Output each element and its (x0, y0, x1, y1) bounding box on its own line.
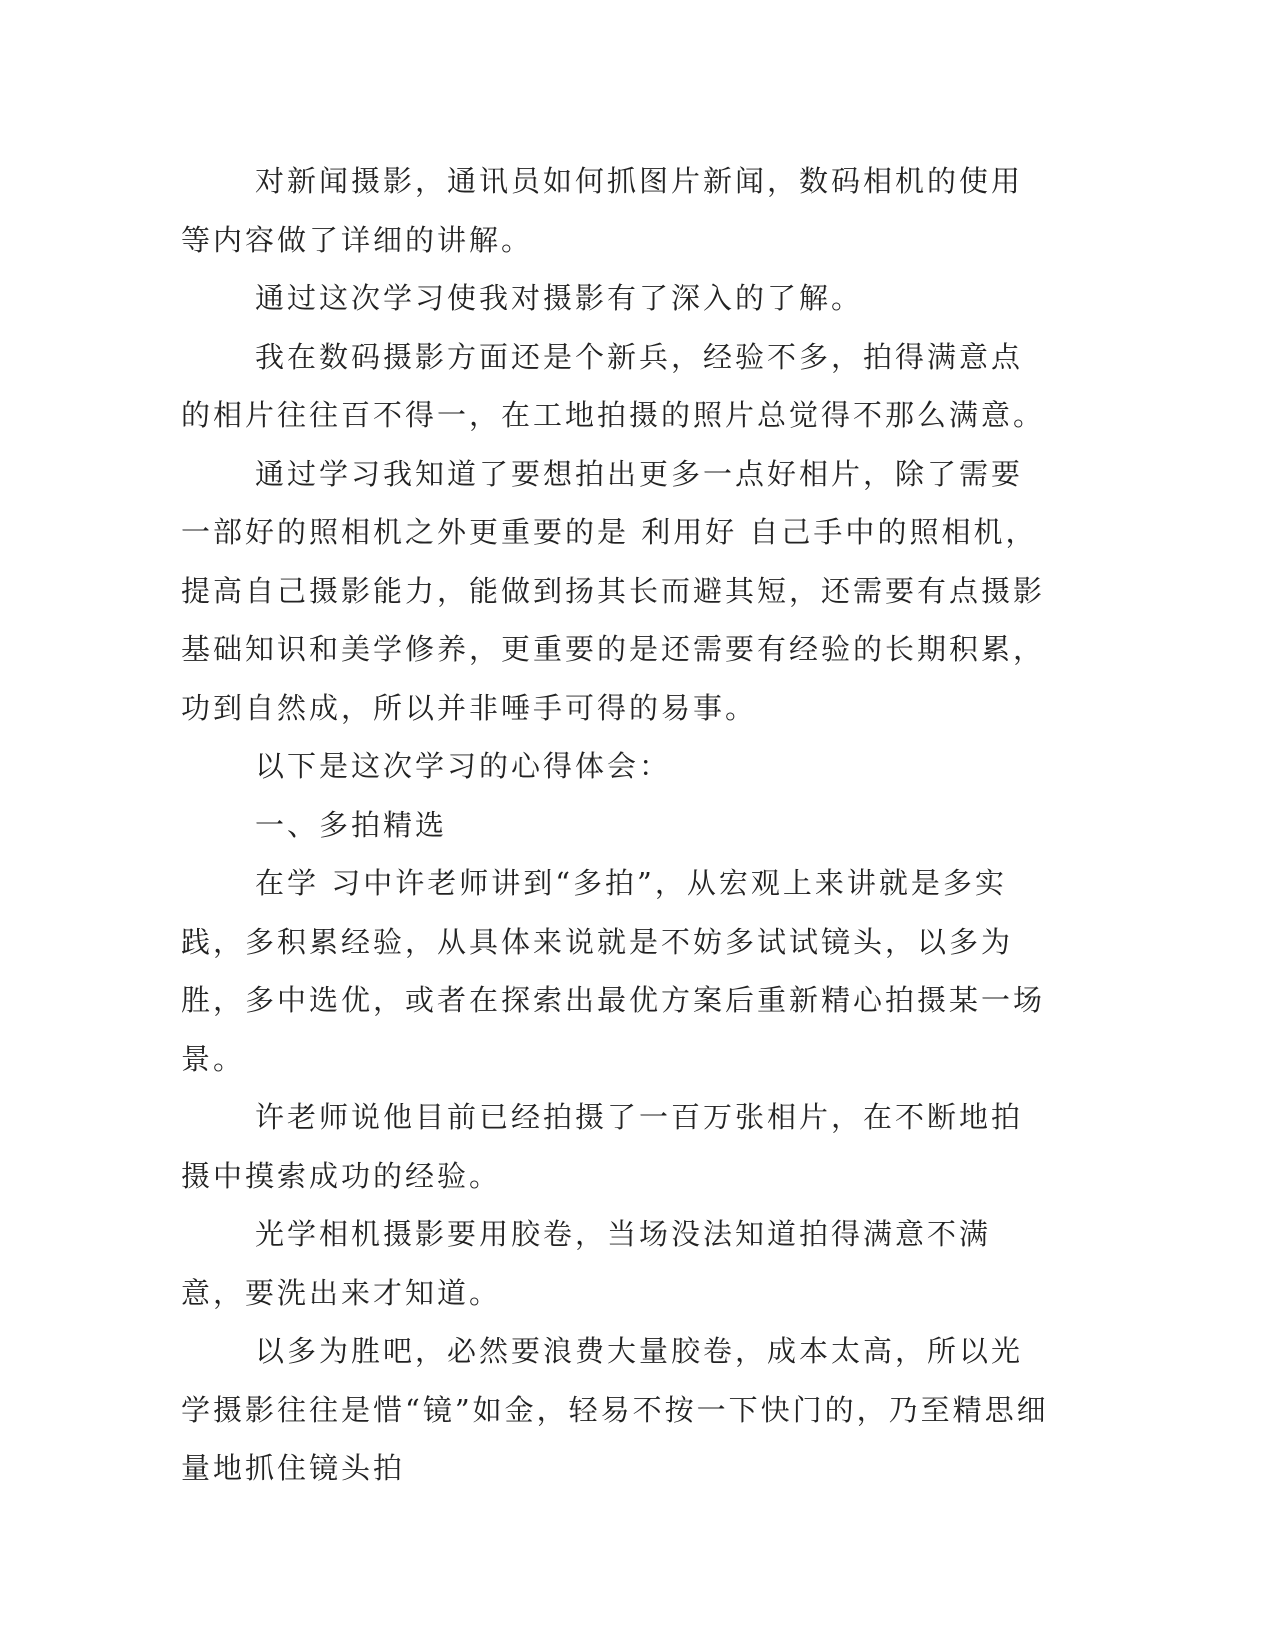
paragraph-learning-understanding: 通过这次学习使我对摄影有了深入的了解。 (255, 281, 864, 315)
paragraph-film-cost: 以多为胜吧，必然要浪费大量胶卷，成本太高，所以光学摄影往往是惜“镜”如金，轻易不按一下快门的，乃至精思细量地抓住镜头拍 (181, 1334, 1049, 1485)
paragraph-use-camera-well: 通过学习我知道了要想拍出更多一点好相片，除了需要一部好的照相机之外更重要的是 利用好 自己手中的照相机，提高自己摄影能力，能做到扬其长而避其短，还需要有点摄影基础知识和美学修养，更重要的是还需要有经验的长期积累，功到自然成，所以并非唾手可得的易事。 (181, 456, 1046, 725)
paragraph-reflections-intro: 以下是这次学习的心得体会： (255, 749, 672, 783)
section-heading-shoot-more: 一、多拍精选 (255, 807, 448, 842)
paragraph-film-camera: 光学相机摄影要用胶卷，当场没法知道拍得满意不满意，要洗出来才知道。 (181, 1217, 992, 1310)
paragraph-new-photographer: 我在数码摄影方面还是个新兵，经验不多，拍得满意点的相片往往百不得一，在工地拍摄的照片总觉得不那么满意。 (181, 339, 1046, 432)
paragraph-million-photos: 许老师说他目前已经拍摄了一百万张相片，在不断地拍摄中摸索成功的经验。 (181, 1100, 1024, 1193)
paragraph-news-photography: 对新闻摄影，通讯员如何抓图片新闻，数码相机的使用等内容做了详细的讲解。 (181, 164, 1024, 257)
document-body (181, 152, 1051, 1498)
paragraph-shoot-more-explained: 在学 习中许老师讲到“多拍”，从宏观上来讲就是多实践，多积累经验，从具体来说就是不妨多试试镜头，以多为胜，多中选优，或者在探索出最优方案后重新精心拍摄某一场景。 (181, 866, 1046, 1076)
